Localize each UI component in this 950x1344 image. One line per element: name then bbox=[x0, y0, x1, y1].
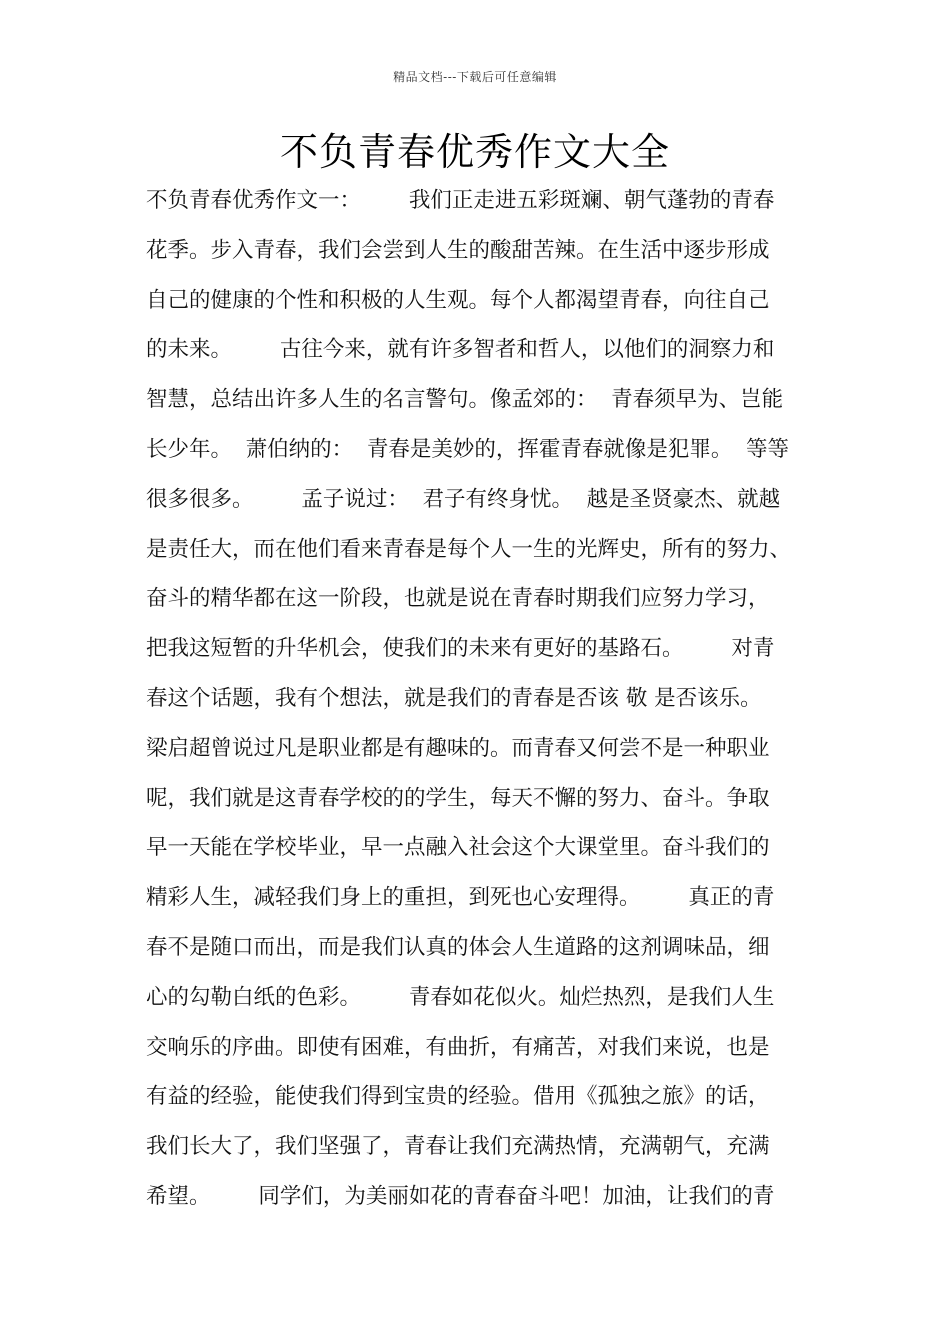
text-line: 梁启超曾说过凡是职业都是有趣味的。而青春又何尝不是一种职业 bbox=[146, 735, 770, 761]
text-line: 早一天能在学校毕业，早一点融入社会这个大课堂里。奋斗我们的 bbox=[146, 835, 770, 861]
text-line: 心的勾勒白纸的色彩。 青春如花似火。灿烂热烈，是我们人生 bbox=[146, 984, 775, 1010]
text-line: 希望。 同学们，为美丽如花的青春奋斗吧！加油，让我们的青 bbox=[146, 1183, 775, 1209]
text-line: 长少年。 萧伯纳的： 青春是美妙的，挥霍青春就像是犯罪。 等等 bbox=[146, 436, 790, 462]
text-line: 春这个话题，我有个想法，就是我们的青春是否该 敬 是否该乐。 bbox=[146, 685, 762, 711]
text-line: 智慧，总结出许多人生的名言警句。像孟郊的： 青春须早为、岂能 bbox=[146, 387, 784, 413]
header-note: 精品文档---下载后可任意编辑 bbox=[393, 70, 557, 84]
text-line: 自己的健康的个性和积极的人生观。每个人都渴望青春，向往自己 bbox=[146, 287, 770, 313]
text-line: 奋斗的精华都在这一阶段，也就是说在青春时期我们应努力学习， bbox=[146, 586, 770, 612]
text-line: 的未来。 古往今来，就有许多智者和哲人，以他们的洞察力和 bbox=[146, 337, 775, 363]
text-line: 不负青春优秀作文一： 我们正走进五彩斑斓、朝气蓬勃的青春 bbox=[146, 188, 775, 213]
text-line: 有益的经验，能使我们得到宝贵的经验。借用《孤独之旅》的话， bbox=[146, 1084, 770, 1110]
text-line: 春不是随口而出，而是我们认真的体会人生道路的这剂调味品，细 bbox=[146, 934, 770, 960]
text-line: 很多很多。 孟子说过： 君子有终身忧。 越是圣贤豪杰、就越 bbox=[146, 486, 781, 512]
text-line: 我们长大了，我们坚强了，青春让我们充满热情，充满朝气，充满 bbox=[146, 1134, 770, 1160]
body-text bbox=[146, 176, 846, 1222]
document-title: 不负青春优秀作文大全 bbox=[279, 130, 670, 174]
text-line: 精彩人生，减轻我们身上的重担，到死也心安理得。 真正的青 bbox=[146, 885, 775, 911]
text-line: 是责任大，而在他们看来青春是每个人一生的光辉史，所有的努力、 bbox=[146, 536, 792, 562]
text-line: 把我这短暂的升华机会，使我们的未来有更好的基路石。 对青 bbox=[146, 636, 775, 662]
text-line: 呢，我们就是这青春学校的的学生，每天不懈的努力、奋斗。争取 bbox=[146, 785, 770, 811]
text-line: 花季。步入青春，我们会尝到人生的酸甜苦辣。在生活中逐步形成 bbox=[146, 237, 770, 263]
text-line: 交响乐的序曲。即使有困难，有曲折，有痛苦，对我们来说，也是 bbox=[146, 1034, 770, 1060]
